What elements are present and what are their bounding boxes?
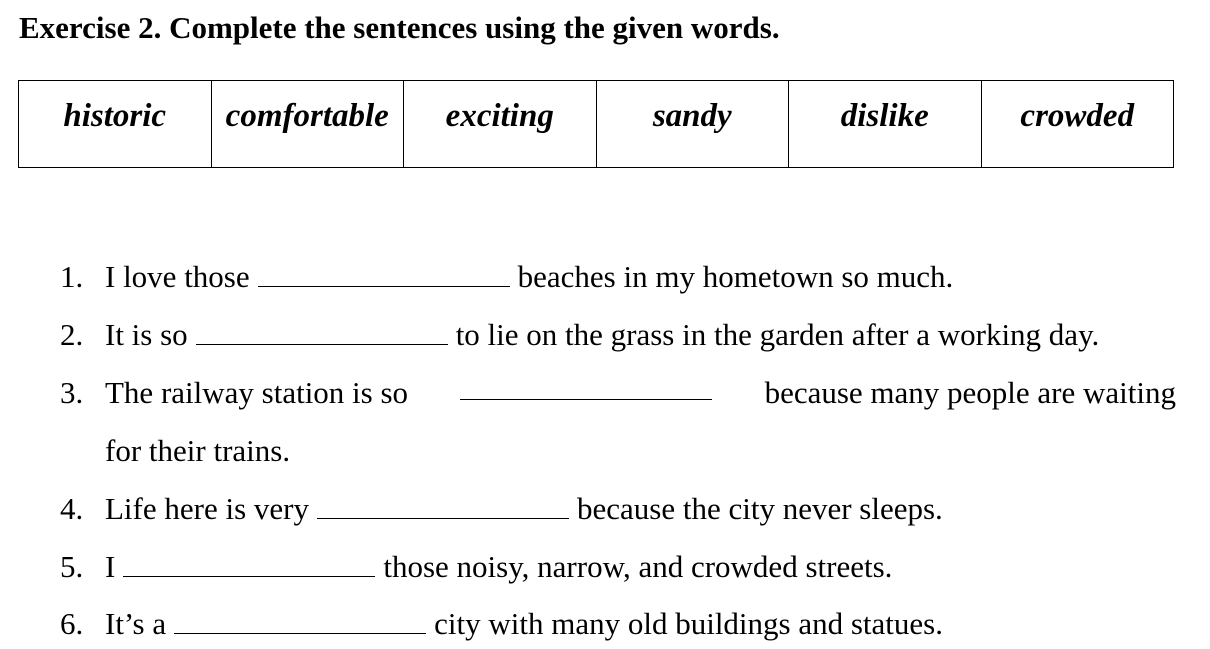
sentence-number: 4. [60, 491, 84, 526]
sentence-after: to lie on the grass in the garden after a working day. [455, 317, 1100, 352]
word-bank-cell: historic [19, 81, 212, 168]
word-bank-cell: exciting [404, 81, 597, 168]
sentence-before: It is so [105, 317, 188, 352]
sentence-before: I [105, 549, 116, 584]
word-bank-cell: crowded [981, 81, 1174, 168]
sentence-before: Life here is very [105, 491, 309, 526]
word-bank-cell: sandy [596, 81, 789, 168]
sentence-text [105, 489, 943, 529]
exercise-title: Exercise 2. Complete the sentences using the given words. [19, 10, 780, 45]
sentence-continuation-text: for their trains. [105, 433, 291, 468]
sentence-after: because the city never sleeps. [576, 491, 943, 526]
sentence-after: city with many old buildings and statues. [434, 606, 943, 641]
answer-blank[interactable] [196, 318, 448, 345]
sentence-before: It’s a [105, 606, 167, 641]
sentence-after: because many people are waiting [764, 375, 1176, 410]
answer-blank[interactable] [317, 492, 569, 519]
sentence-text [105, 373, 1176, 413]
word-bank-cell: dislike [789, 81, 982, 168]
sentence-after: those noisy, narrow, and crowded streets. [383, 549, 893, 584]
sentence-number: 1. [60, 259, 84, 294]
sentence-number: 6. [60, 606, 84, 641]
sentence-text [105, 547, 892, 587]
sentence-text [105, 315, 1099, 355]
answer-blank[interactable] [258, 260, 510, 287]
sentence-number: 2. [60, 317, 84, 352]
sentence-before: The railway station is so [105, 375, 409, 410]
sentence-before: I love those [105, 259, 250, 294]
sentence-text [105, 604, 943, 644]
sentence-after: beaches in my hometown so much. [517, 259, 954, 294]
sentence-number: 3. [60, 375, 84, 410]
answer-blank[interactable] [123, 550, 375, 577]
sentence-text [105, 257, 953, 297]
word-bank-cell: comfortable [211, 81, 404, 168]
answer-blank[interactable] [460, 373, 712, 400]
sentence-number: 5. [60, 549, 84, 584]
answer-blank[interactable] [174, 607, 426, 634]
